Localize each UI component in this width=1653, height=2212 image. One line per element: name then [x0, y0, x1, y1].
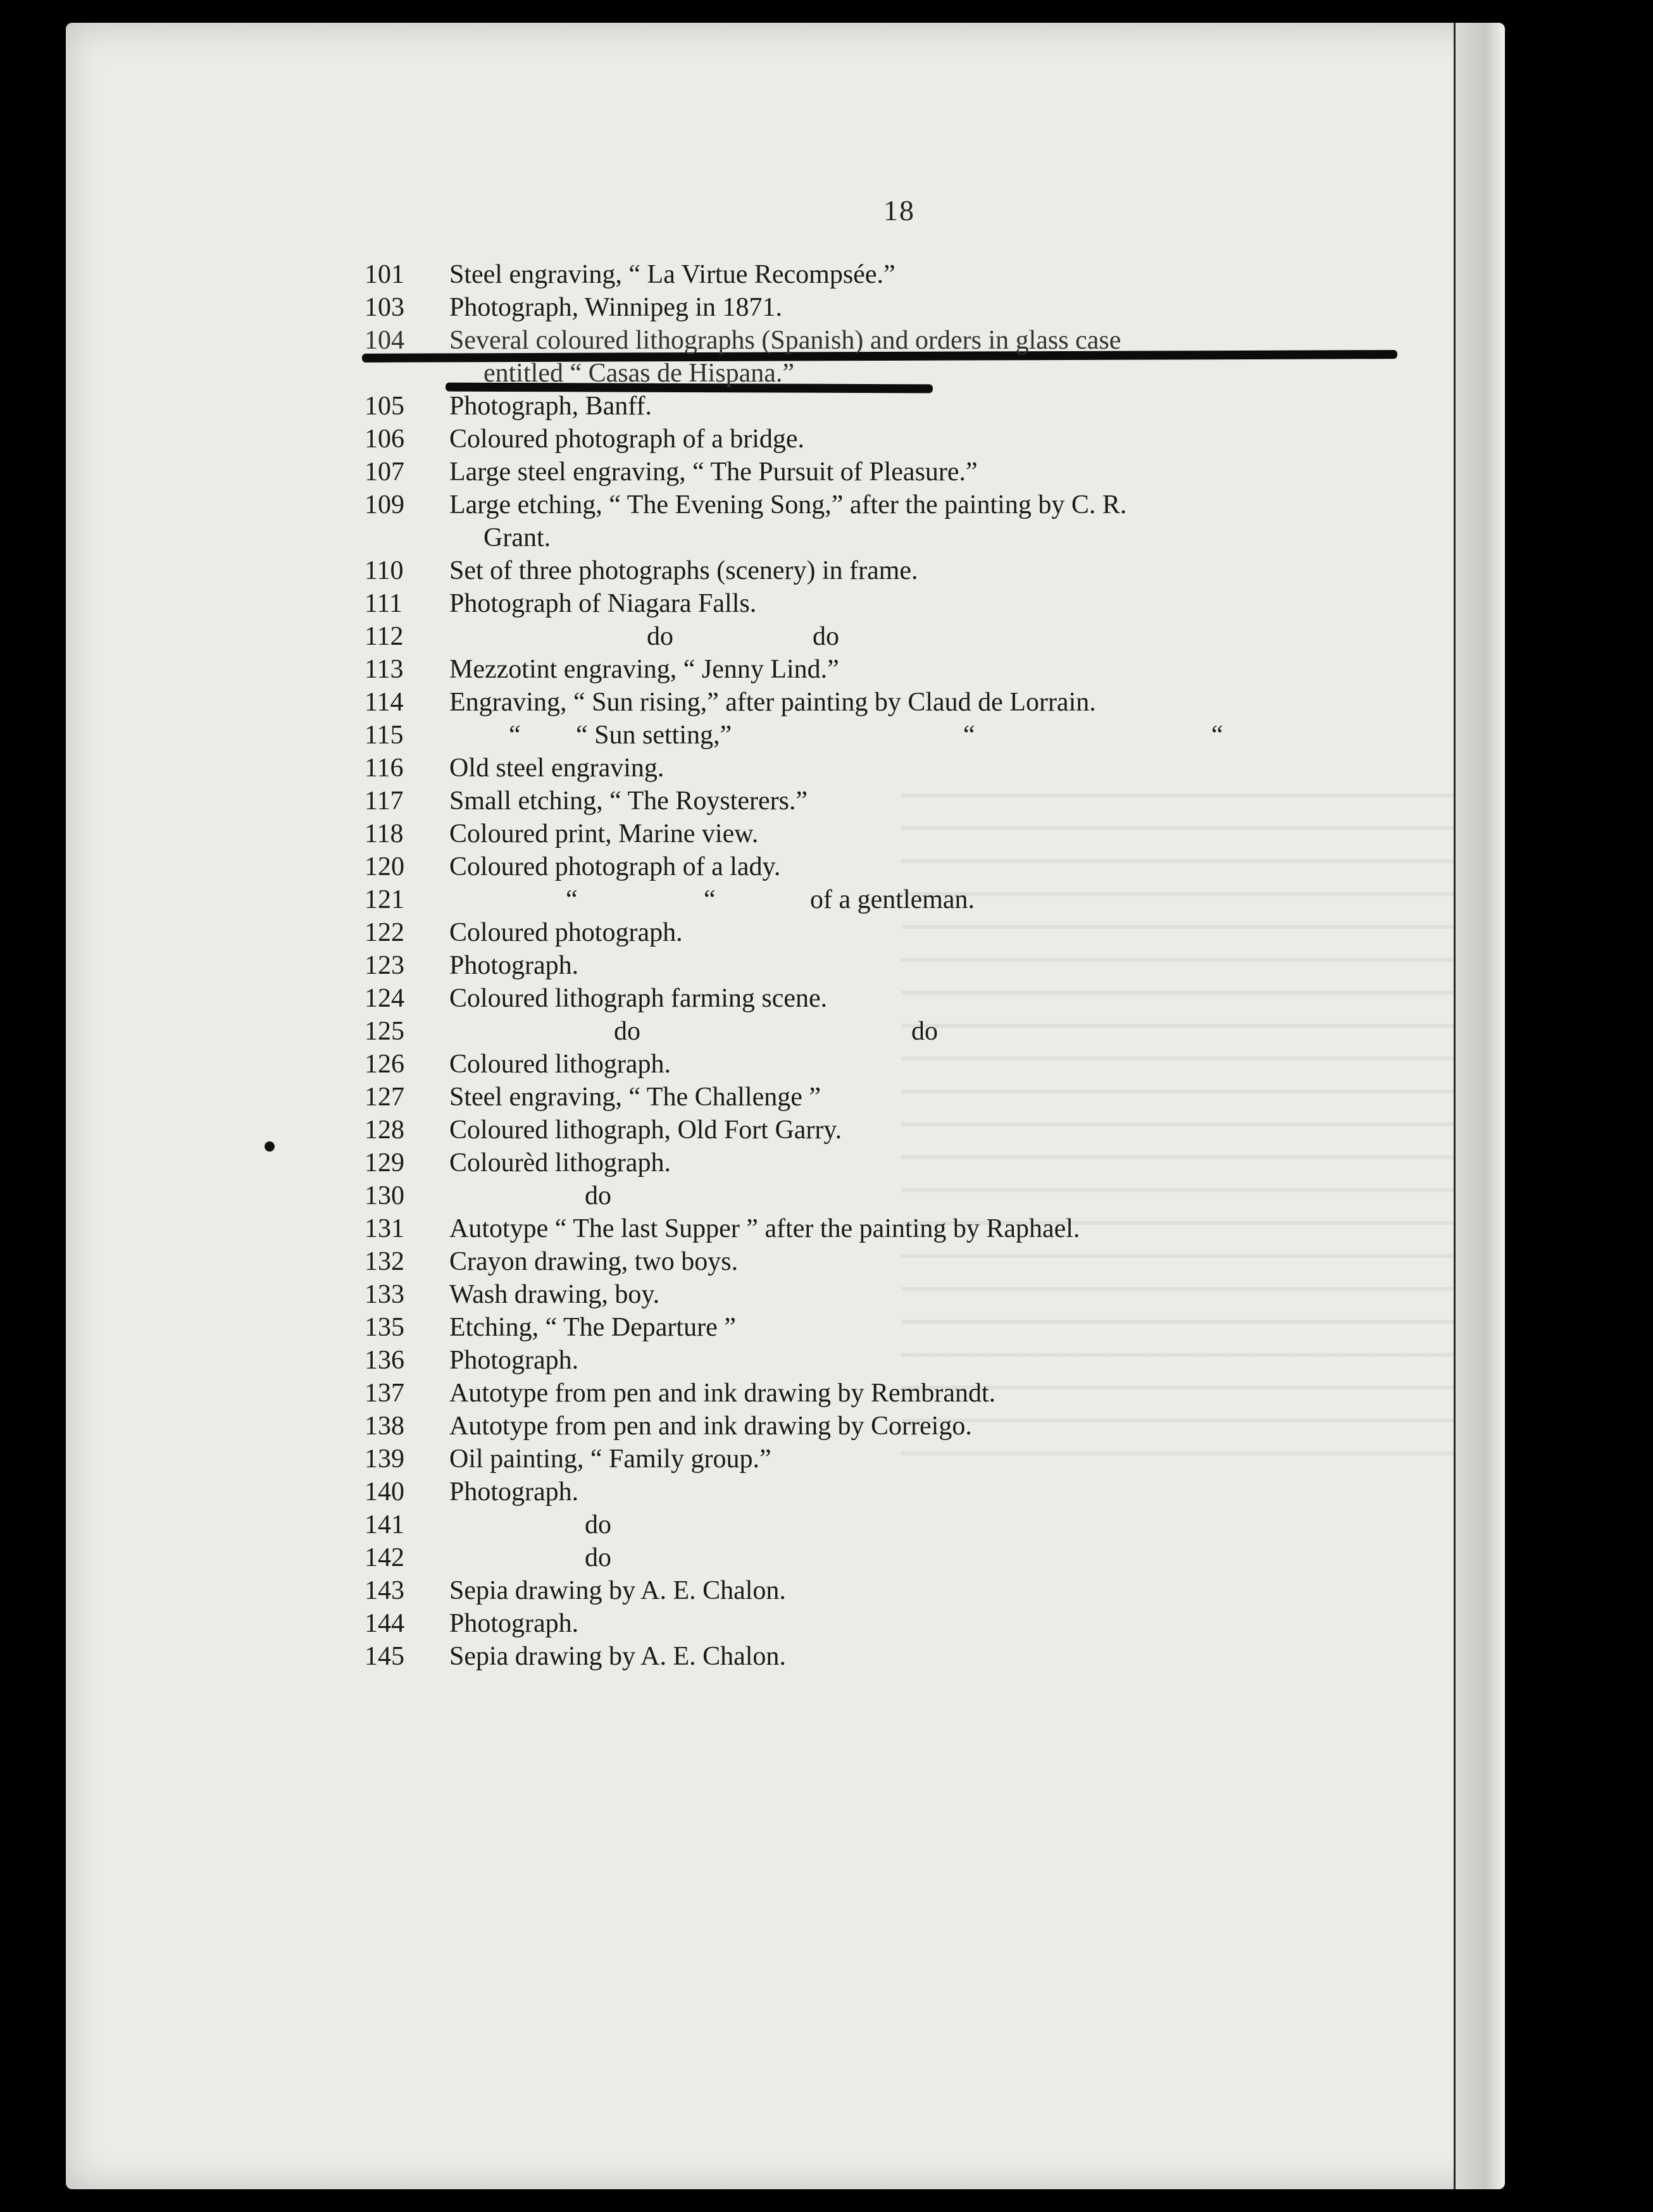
entry-description: Large steel engraving, “ The Pursuit of Pleasure.” [449, 457, 978, 487]
catalogue-entry [66, 1443, 1505, 1476]
entry-description: Sepia drawing by A. E. Chalon. [449, 1642, 786, 1671]
catalogue-entry [66, 488, 1505, 554]
ink-dot [265, 1141, 275, 1152]
entry-number: 128 [365, 1115, 404, 1145]
entry-number: 115 [365, 721, 404, 750]
entry-number: 104 [365, 326, 404, 355]
entry-number: 120 [365, 852, 404, 881]
entry-number: 124 [365, 984, 404, 1013]
ditto-mark: do [614, 1017, 640, 1046]
entry-description: Mezzotint engraving, “ Jenny Lind.” [449, 655, 839, 684]
entry-number: 142 [365, 1543, 404, 1572]
entry-number: 116 [365, 754, 404, 783]
entry-number: 129 [365, 1148, 404, 1177]
catalogue-entry [66, 719, 1505, 752]
catalogue-entry [66, 1344, 1505, 1377]
ditto-mark: do [585, 1181, 611, 1210]
catalogue-entry [66, 1245, 1505, 1278]
catalogue-entry [66, 587, 1505, 620]
catalogue-entry [66, 1015, 1505, 1048]
entry-number: 137 [365, 1379, 404, 1408]
catalogue-entry [66, 1114, 1505, 1146]
catalogue-entry [66, 1377, 1505, 1410]
catalogue-entry [66, 653, 1505, 686]
entry-description: Photograph, Banff. [449, 392, 652, 421]
catalogue-entry [66, 1476, 1505, 1508]
catalogue-list [66, 258, 1505, 1673]
entry-number: 141 [365, 1510, 404, 1539]
entry-description: Engraving, “ Sun rising,” after painting by Claud de Lorrain. [449, 688, 1096, 717]
entry-description: Colourèd lithograph. [449, 1148, 671, 1177]
ditto-mark: “ [1211, 721, 1223, 750]
entry-number: 144 [365, 1609, 404, 1638]
entry-description: Sepia drawing by A. E. Chalon. [449, 1576, 786, 1605]
entry-description: Crayon drawing, two boys. [449, 1247, 739, 1276]
entry-number: 117 [365, 786, 404, 816]
entry-description: Autotype “ The last Supper ” after the painting by Raphael. [449, 1214, 1080, 1243]
entry-number: 122 [365, 918, 404, 947]
catalogue-entry [66, 1607, 1505, 1640]
catalogue-entry [66, 1640, 1505, 1673]
ditto-mark: of a gentleman. [810, 885, 975, 914]
catalogue-entry [66, 456, 1505, 488]
catalogue-entry [66, 1278, 1505, 1311]
catalogue-entry [66, 1541, 1505, 1574]
entry-description: Coloured photograph. [449, 918, 683, 947]
ditto-mark: “ Sun setting,” [576, 721, 732, 750]
entry-number: 133 [365, 1280, 404, 1309]
entry-number: 139 [365, 1445, 404, 1474]
catalogue-entry [66, 554, 1505, 587]
entry-description: Oil painting, “ Family group.” [449, 1445, 771, 1474]
catalogue-entry [66, 324, 1505, 390]
entry-description: Coloured photograph of a lady. [449, 852, 781, 881]
catalogue-entry [66, 785, 1505, 817]
entry-description-continued: entitled “ Casas de Hispana.” [483, 359, 794, 388]
ditto-mark: “ [566, 885, 578, 914]
entry-description: Old steel engraving. [449, 754, 664, 783]
catalogue-entry [66, 423, 1505, 456]
entry-description: Several coloured lithographs (Spanish) and orders in glass case [449, 326, 1121, 355]
ditto-mark: do [647, 622, 673, 651]
catalogue-entry [66, 752, 1505, 785]
entry-description: Coloured lithograph farming scene. [449, 984, 828, 1013]
catalogue-entry [66, 1410, 1505, 1443]
entry-description: Etching, “ The Departure ” [449, 1313, 736, 1342]
entry-number: 114 [365, 688, 404, 717]
entry-number: 125 [365, 1017, 404, 1046]
catalogue-entry [66, 1212, 1505, 1245]
entry-description: Autotype from pen and ink drawing by Correigo. [449, 1412, 972, 1441]
entry-description: Coloured print, Marine view. [449, 819, 759, 848]
entry-number: 123 [365, 951, 404, 980]
entry-description: Coloured photograph of a bridge. [449, 425, 805, 454]
entry-number: 135 [365, 1313, 404, 1342]
entry-description: Photograph of Niagara Falls. [449, 589, 757, 618]
entry-number: 121 [365, 885, 404, 914]
ditto-mark: “ [704, 885, 716, 914]
catalogue-entry [66, 916, 1505, 949]
ditto-mark: do [911, 1017, 938, 1046]
entry-number: 107 [365, 457, 404, 487]
catalogue-entry [66, 883, 1505, 916]
catalogue-entry [66, 1508, 1505, 1541]
entry-description-continued: Grant. [483, 523, 551, 552]
catalogue-entry [66, 982, 1505, 1015]
catalogue-entry [66, 1146, 1505, 1179]
entry-description: Autotype from pen and ink drawing by Rembrandt. [449, 1379, 996, 1408]
catalogue-entry [66, 1311, 1505, 1344]
entry-description: Steel engraving, “ La Virtue Recompsée.” [449, 260, 895, 289]
entry-description: Large etching, “ The Evening Song,” after the painting by C. R. [449, 490, 1127, 519]
ditto-mark: do [585, 1510, 611, 1539]
catalogue-entry [66, 686, 1505, 719]
entry-number: 138 [365, 1412, 404, 1441]
entry-description: Photograph. [449, 1477, 579, 1507]
ditto-mark: do [585, 1543, 611, 1572]
entry-number: 126 [365, 1050, 404, 1079]
entry-number: 140 [365, 1477, 404, 1507]
entry-number: 101 [365, 260, 404, 289]
entry-number: 130 [365, 1181, 404, 1210]
entry-description: Photograph. [449, 951, 579, 980]
entry-description: Coloured lithograph. [449, 1050, 671, 1079]
catalogue-entry [66, 258, 1505, 291]
catalogue-entry [66, 850, 1505, 883]
catalogue-entry [66, 1081, 1505, 1114]
catalogue-entry [66, 1048, 1505, 1081]
entry-description: Photograph, Winnipeg in 1871. [449, 293, 783, 322]
entry-number: 145 [365, 1642, 404, 1671]
catalogue-entry [66, 1574, 1505, 1607]
catalogue-entry [66, 817, 1505, 850]
entry-number: 132 [365, 1247, 404, 1276]
catalogue-entry [66, 620, 1505, 653]
entry-description: Coloured lithograph, Old Fort Garry. [449, 1115, 842, 1145]
ditto-mark: “ [963, 721, 975, 750]
catalogue-entry [66, 949, 1505, 982]
entry-number: 143 [365, 1576, 404, 1605]
entry-number: 136 [365, 1346, 404, 1375]
catalogue-entry [66, 291, 1505, 324]
entry-number: 109 [365, 490, 404, 519]
entry-description: Photograph. [449, 1609, 579, 1638]
entry-number: 131 [365, 1214, 404, 1243]
entry-number: 118 [365, 819, 404, 848]
catalogue-entry [66, 1179, 1505, 1212]
page-number: 18 [883, 194, 915, 227]
entry-number: 111 [365, 589, 402, 618]
entry-description: Steel engraving, “ The Challenge ” [449, 1083, 821, 1112]
entry-number: 110 [365, 556, 404, 585]
document-page [66, 23, 1505, 2189]
entry-description: Wash drawing, boy. [449, 1280, 660, 1309]
ditto-mark: do [813, 622, 839, 651]
ditto-mark: “ [509, 721, 521, 750]
entry-description: Small etching, “ The Roysterers.” [449, 786, 808, 816]
entry-description: Set of three photographs (scenery) in frame. [449, 556, 918, 585]
entry-number: 105 [365, 392, 404, 421]
entry-number: 106 [365, 425, 404, 454]
entry-number: 103 [365, 293, 404, 322]
entry-number: 113 [365, 655, 404, 684]
catalogue-entry [66, 390, 1505, 423]
entry-number: 112 [365, 622, 404, 651]
entry-number: 127 [365, 1083, 404, 1112]
entry-description: Photograph. [449, 1346, 579, 1375]
